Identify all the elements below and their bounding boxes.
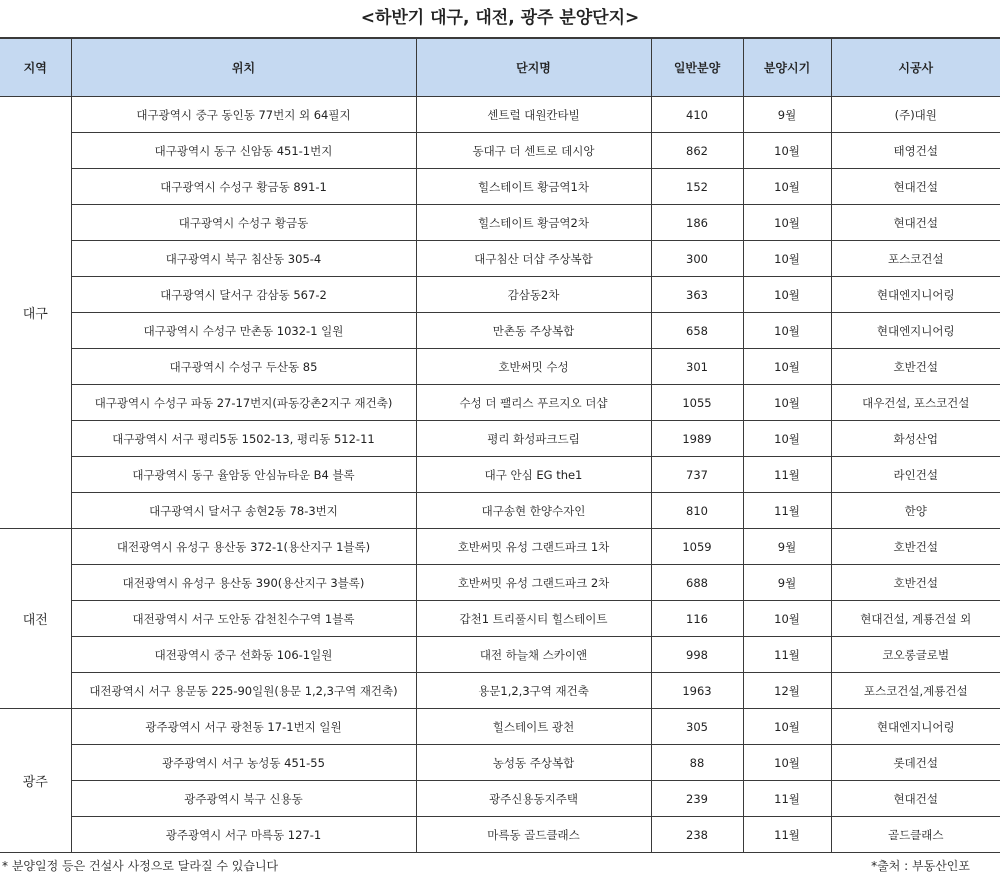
- builder-cell: 화성산업: [831, 421, 1000, 457]
- month-cell: 10월: [743, 241, 831, 277]
- month-cell: 10월: [743, 133, 831, 169]
- units-cell: 305: [651, 709, 743, 745]
- complex-cell: 호반써밋 수성: [416, 349, 651, 385]
- month-cell: 10월: [743, 313, 831, 349]
- header-month: 분양시기: [743, 38, 831, 97]
- builder-cell: 현대엔지니어링: [831, 277, 1000, 313]
- complex-cell: 수성 더 팰리스 푸르지오 더샵: [416, 385, 651, 421]
- header-units: 일반분양: [651, 38, 743, 97]
- complex-cell: 용문1,2,3구역 재건축: [416, 673, 651, 709]
- builder-cell: 현대건설: [831, 781, 1000, 817]
- complex-cell: 힐스테이트 황금역1차: [416, 169, 651, 205]
- table-row: [0, 565, 1000, 601]
- header-complex: 단지명: [416, 38, 651, 97]
- header-row: [0, 38, 1000, 97]
- month-cell: 9월: [743, 97, 831, 133]
- header-region: 지역: [0, 38, 71, 97]
- table-row: [0, 637, 1000, 673]
- complex-cell: 동대구 더 센트로 데시앙: [416, 133, 651, 169]
- complex-cell: 대구송현 한양수자인: [416, 493, 651, 529]
- table-row: [0, 385, 1000, 421]
- location-cell: 대구광역시 수성구 두산동 85: [71, 349, 416, 385]
- header-location: 위치: [71, 38, 416, 97]
- month-cell: 11월: [743, 637, 831, 673]
- table-body: [0, 97, 1000, 853]
- table-row: [0, 529, 1000, 565]
- units-cell: 301: [651, 349, 743, 385]
- location-cell: 대전광역시 중구 선화동 106-1일원: [71, 637, 416, 673]
- table-row: [0, 781, 1000, 817]
- location-cell: 대구광역시 중구 동인동 77번지 외 64필지: [71, 97, 416, 133]
- month-cell: 10월: [743, 169, 831, 205]
- complex-cell: 감삼동2차: [416, 277, 651, 313]
- location-cell: 대전광역시 서구 도안동 갑천친수구역 1블록: [71, 601, 416, 637]
- units-cell: 862: [651, 133, 743, 169]
- location-cell: 대전광역시 유성구 용산동 390(용산지구 3블록): [71, 565, 416, 601]
- region-cell: 대구: [0, 97, 71, 529]
- complex-cell: 대구 안심 EG the1: [416, 457, 651, 493]
- month-cell: 9월: [743, 529, 831, 565]
- complex-cell: 힐스테이트 광천: [416, 709, 651, 745]
- complex-cell: 갑천1 트리풀시티 힐스테이트: [416, 601, 651, 637]
- complex-cell: 평리 화성파크드림: [416, 421, 651, 457]
- builder-cell: 골드클래스: [831, 817, 1000, 853]
- month-cell: 11월: [743, 493, 831, 529]
- month-cell: 10월: [743, 349, 831, 385]
- month-cell: 10월: [743, 709, 831, 745]
- table-row: [0, 97, 1000, 133]
- complex-cell: 호반써밋 유성 그랜드파크 2차: [416, 565, 651, 601]
- builder-cell: (주)대원: [831, 97, 1000, 133]
- builder-cell: 호반건설: [831, 565, 1000, 601]
- region-cell: 광주: [0, 709, 71, 853]
- units-cell: 238: [651, 817, 743, 853]
- units-cell: 1055: [651, 385, 743, 421]
- month-cell: 10월: [743, 421, 831, 457]
- units-cell: 737: [651, 457, 743, 493]
- complex-cell: 힐스테이트 황금역2차: [416, 205, 651, 241]
- header-builder: 시공사: [831, 38, 1000, 97]
- builder-cell: 포스코건설: [831, 241, 1000, 277]
- units-cell: 88: [651, 745, 743, 781]
- location-cell: 광주광역시 북구 신용동: [71, 781, 416, 817]
- units-cell: 1963: [651, 673, 743, 709]
- complex-cell: 대전 하늘채 스카이앤: [416, 637, 651, 673]
- complex-cell: 마륵동 골드클래스: [416, 817, 651, 853]
- units-cell: 363: [651, 277, 743, 313]
- month-cell: 10월: [743, 205, 831, 241]
- month-cell: 10월: [743, 385, 831, 421]
- units-cell: 998: [651, 637, 743, 673]
- complex-cell: 대구침산 더샵 주상복합: [416, 241, 651, 277]
- units-cell: 239: [651, 781, 743, 817]
- month-cell: 11월: [743, 457, 831, 493]
- table-row: [0, 277, 1000, 313]
- table-title: <하반기 대구, 대전, 광주 분양단지>: [360, 8, 640, 28]
- month-cell: 10월: [743, 745, 831, 781]
- builder-cell: 태영건설: [831, 133, 1000, 169]
- table-row: [0, 709, 1000, 745]
- footer-source: *출처 : 부동산인포: [871, 859, 970, 873]
- table-row: [0, 421, 1000, 457]
- region-cell: 대전: [0, 529, 71, 709]
- builder-cell: 호반건설: [831, 349, 1000, 385]
- units-cell: 116: [651, 601, 743, 637]
- complex-cell: 센트럴 대원칸타빌: [416, 97, 651, 133]
- location-cell: 대전광역시 서구 용문동 225-90일원(용문 1,2,3구역 재건축): [71, 673, 416, 709]
- builder-cell: 현대건설: [831, 169, 1000, 205]
- table-row: [0, 817, 1000, 853]
- location-cell: 대구광역시 수성구 파동 27-17번지(파동강촌2지구 재건축): [71, 385, 416, 421]
- table-row: [0, 133, 1000, 169]
- location-cell: 대구광역시 동구 신암동 451-1번지: [71, 133, 416, 169]
- location-cell: 광주광역시 서구 광천동 17-1번지 일원: [71, 709, 416, 745]
- location-cell: 대구광역시 수성구 황금동 891-1: [71, 169, 416, 205]
- builder-cell: 현대엔지니어링: [831, 709, 1000, 745]
- month-cell: 11월: [743, 817, 831, 853]
- builder-cell: 현대엔지니어링: [831, 313, 1000, 349]
- location-cell: 대전광역시 유성구 용산동 372-1(용산지구 1블록): [71, 529, 416, 565]
- units-cell: 152: [651, 169, 743, 205]
- location-cell: 대구광역시 수성구 만촌동 1032-1 일원: [71, 313, 416, 349]
- units-cell: 688: [651, 565, 743, 601]
- footer-note: * 분양일정 등은 건설사 사정으로 달라질 수 있습니다: [2, 859, 279, 873]
- builder-cell: 코오롱글로벌: [831, 637, 1000, 673]
- table-row: [0, 457, 1000, 493]
- table-row: [0, 241, 1000, 277]
- builder-cell: 현대건설, 계룡건설 외: [831, 601, 1000, 637]
- month-cell: 10월: [743, 601, 831, 637]
- builder-cell: 한양: [831, 493, 1000, 529]
- builder-cell: 포스코건설,계룡건설: [831, 673, 1000, 709]
- month-cell: 9월: [743, 565, 831, 601]
- location-cell: 대구광역시 북구 침산동 305-4: [71, 241, 416, 277]
- builder-cell: 현대건설: [831, 205, 1000, 241]
- month-cell: 12월: [743, 673, 831, 709]
- table-row: [0, 745, 1000, 781]
- location-cell: 대구광역시 서구 평리5동 1502-13, 평리동 512-11: [71, 421, 416, 457]
- builder-cell: 호반건설: [831, 529, 1000, 565]
- units-cell: 410: [651, 97, 743, 133]
- complex-cell: 광주신용동지주택: [416, 781, 651, 817]
- units-cell: 1059: [651, 529, 743, 565]
- location-cell: 광주광역시 서구 농성동 451-55: [71, 745, 416, 781]
- location-cell: 대구광역시 수성구 황금동: [71, 205, 416, 241]
- month-cell: 11월: [743, 781, 831, 817]
- units-cell: 810: [651, 493, 743, 529]
- table-row: [0, 673, 1000, 709]
- complex-cell: 농성동 주상복합: [416, 745, 651, 781]
- table-row: [0, 601, 1000, 637]
- units-cell: 300: [651, 241, 743, 277]
- location-cell: 광주광역시 서구 마륵동 127-1: [71, 817, 416, 853]
- table-row: [0, 313, 1000, 349]
- builder-cell: 라인건설: [831, 457, 1000, 493]
- table-row: [0, 349, 1000, 385]
- table-row: [0, 205, 1000, 241]
- location-cell: 대구광역시 동구 율암동 안심뉴타운 B4 블록: [71, 457, 416, 493]
- table-row: [0, 169, 1000, 205]
- units-cell: 186: [651, 205, 743, 241]
- builder-cell: 롯데건설: [831, 745, 1000, 781]
- sales-schedule-table: [0, 37, 1000, 853]
- location-cell: 대구광역시 달서구 송현2동 78-3번지: [71, 493, 416, 529]
- units-cell: 658: [651, 313, 743, 349]
- table-row: [0, 493, 1000, 529]
- month-cell: 10월: [743, 277, 831, 313]
- location-cell: 대구광역시 달서구 감삼동 567-2: [71, 277, 416, 313]
- complex-cell: 호반써밋 유성 그랜드파크 1차: [416, 529, 651, 565]
- complex-cell: 만촌동 주상복합: [416, 313, 651, 349]
- builder-cell: 대우건설, 포스코건설: [831, 385, 1000, 421]
- units-cell: 1989: [651, 421, 743, 457]
